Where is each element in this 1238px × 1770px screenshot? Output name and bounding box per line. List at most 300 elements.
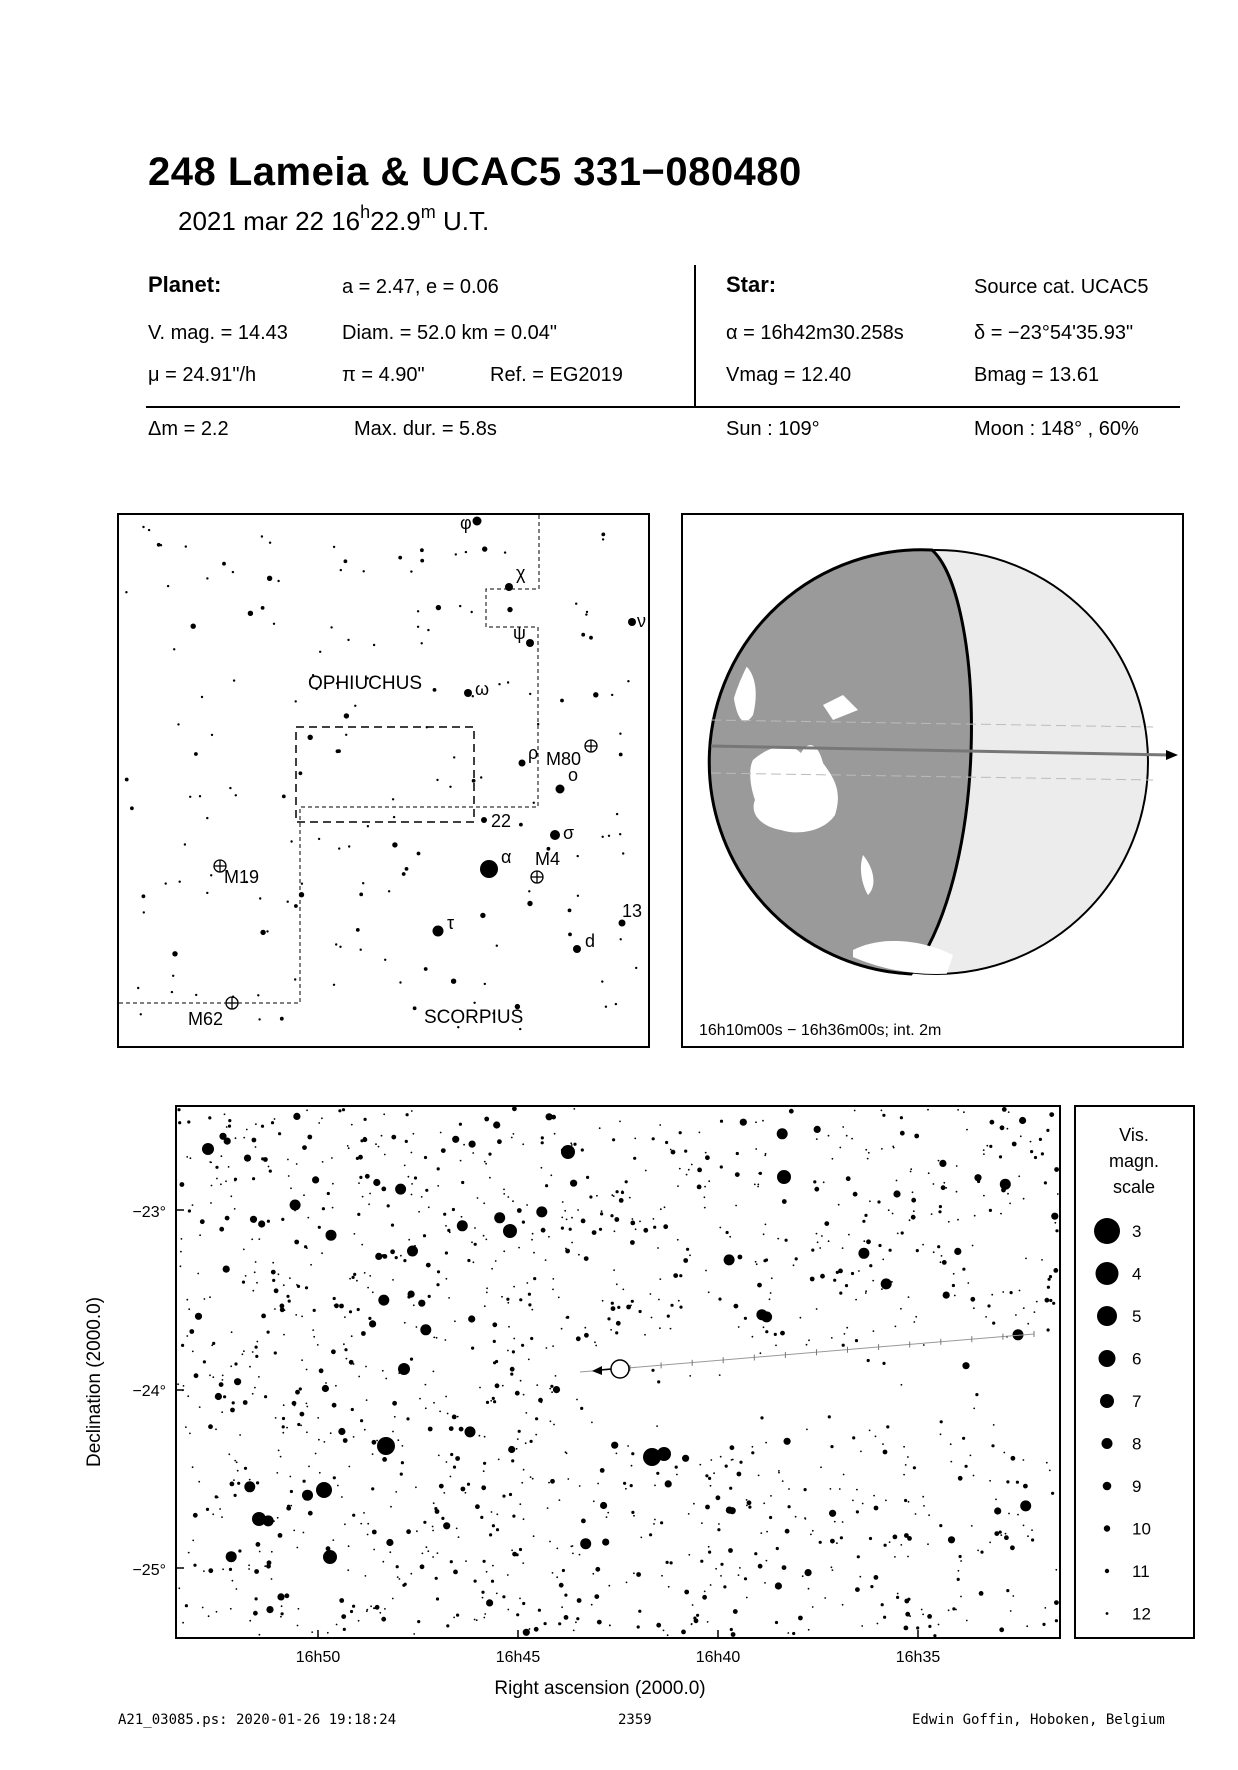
chart-star (249, 1479, 251, 1481)
label-sigma: σ (563, 823, 575, 843)
star-header: Star: (726, 272, 777, 297)
chart-star (904, 1599, 909, 1604)
chart-star (341, 1496, 343, 1498)
chart-star (757, 1283, 762, 1288)
chart-star (189, 1433, 191, 1435)
chart-star (623, 1482, 626, 1485)
finder-star (345, 734, 347, 736)
chart-star (483, 1462, 486, 1465)
chart-star (459, 1123, 462, 1126)
chart-star (206, 1508, 209, 1511)
finder-star (602, 538, 604, 540)
chart-star (983, 1149, 985, 1151)
chart-star (198, 1481, 200, 1483)
chart-star (453, 1617, 455, 1619)
chart-star (510, 1367, 515, 1372)
chart-star (1012, 1595, 1014, 1597)
chart-star (259, 1551, 261, 1553)
chart-star (474, 1580, 477, 1583)
chart-star (484, 1161, 486, 1163)
chart-star (858, 1270, 860, 1272)
chart-star (989, 1145, 992, 1148)
chart-star (943, 1182, 945, 1184)
chart-star (814, 1187, 819, 1192)
chart-star (465, 1492, 467, 1494)
chart-star (760, 1532, 762, 1534)
chart-star (204, 1298, 206, 1300)
chart-star (649, 1533, 652, 1536)
chart-star (821, 1235, 823, 1237)
chart-star (851, 1138, 853, 1140)
chart-star (234, 1494, 237, 1497)
chart-star (319, 1368, 324, 1373)
chart-star (192, 1540, 194, 1542)
chart-star (443, 1522, 450, 1529)
chart-star (586, 1176, 589, 1179)
chart-star (823, 1181, 825, 1183)
chart-star (347, 1145, 349, 1147)
chart-star (576, 1617, 579, 1620)
finder-star (601, 533, 605, 537)
chart-star (303, 1480, 306, 1483)
chart-star (332, 1539, 334, 1541)
chart-star (770, 1495, 772, 1497)
finder-star (611, 694, 613, 696)
chart-star (848, 1234, 850, 1236)
chart-star (991, 1294, 993, 1296)
finder-star (417, 852, 421, 856)
chart-star (746, 1505, 748, 1507)
chart-star (507, 1196, 509, 1198)
finder-star (472, 695, 474, 697)
chart-star (238, 1549, 241, 1552)
chart-star (677, 1239, 679, 1241)
chart-star (570, 1180, 577, 1187)
chart-star (678, 1300, 680, 1302)
chart-star (677, 1185, 679, 1187)
chart-star (267, 1560, 272, 1565)
finder-star (260, 930, 265, 935)
chart-star (290, 1187, 292, 1189)
finder-star (433, 688, 437, 692)
chart-star (255, 1355, 258, 1358)
chart-star (486, 1599, 493, 1606)
chart-star (933, 1251, 935, 1253)
chart-star (358, 1182, 360, 1184)
chart-star (948, 1609, 950, 1611)
chart-star (987, 1304, 990, 1307)
planet-mu: μ = 24.91"/h (148, 364, 257, 386)
chart-star (607, 1512, 609, 1514)
chart-star (404, 1322, 406, 1324)
chart-star (559, 1499, 561, 1501)
chart-star (212, 1342, 215, 1345)
chart-star (242, 1353, 244, 1355)
chart-star (274, 1308, 276, 1310)
chart-star (959, 1555, 962, 1558)
chart-star (306, 1406, 308, 1408)
chart-star (824, 1221, 829, 1226)
chart-star (492, 1322, 497, 1327)
chart-star (237, 1470, 239, 1472)
chart-star (1049, 1470, 1051, 1472)
chart-star (665, 1141, 668, 1144)
chart-star (810, 1277, 815, 1282)
chart-star (319, 1472, 321, 1474)
chart-star (1008, 1111, 1010, 1113)
chart-star (824, 1597, 826, 1599)
chart-star (544, 1622, 547, 1625)
chart-star (567, 1478, 569, 1480)
chart-star (465, 1426, 476, 1437)
chart-star (896, 1596, 899, 1599)
chart-star (274, 1118, 276, 1120)
chart-star (300, 1425, 302, 1427)
chart-star (507, 1609, 509, 1611)
chart-star (521, 1482, 523, 1484)
chart-star (375, 1143, 377, 1145)
chart-star (715, 1568, 717, 1570)
chart-star (708, 1551, 711, 1554)
chart-star (282, 1432, 284, 1434)
chart-star (351, 1124, 353, 1126)
chart-star (272, 1279, 275, 1282)
chart-star (219, 1133, 226, 1140)
finder-star (560, 699, 564, 703)
chart-star (426, 1263, 431, 1268)
chart-star (384, 1154, 386, 1156)
chart-star (503, 1193, 505, 1195)
star-chi (505, 583, 513, 591)
chart-star (385, 1378, 387, 1380)
chart-star (554, 1133, 556, 1135)
chart-star (708, 1477, 711, 1480)
chart-star (303, 1194, 305, 1196)
chart-star (331, 1349, 336, 1354)
chart-star (1048, 1278, 1051, 1281)
star-omega (464, 689, 472, 697)
chart-star (659, 1327, 661, 1329)
chart-star (661, 1575, 663, 1577)
chart-star (589, 1195, 592, 1198)
chart-star (900, 1544, 902, 1546)
finder-star (529, 693, 531, 695)
chart-star (584, 1256, 589, 1261)
chart-star (763, 1233, 765, 1235)
chart-star (255, 1146, 257, 1148)
finder-star (184, 843, 186, 845)
chart-star (892, 1213, 894, 1215)
chart-star (513, 1133, 515, 1135)
finder-star (519, 1028, 521, 1030)
chart-star (631, 1511, 634, 1514)
finder-star (232, 571, 234, 573)
chart-star (573, 1108, 575, 1110)
label-nu: ν (637, 611, 646, 631)
chart-star (1044, 1181, 1047, 1184)
finder-star (453, 756, 455, 758)
x-axis-label: Right ascension (2000.0) (494, 1678, 706, 1699)
chart-star (515, 1391, 520, 1396)
chart-star (267, 1331, 270, 1334)
finder-star (519, 823, 523, 827)
chart-star (271, 1578, 273, 1580)
finder-star (507, 681, 509, 683)
chart-star (627, 1445, 629, 1447)
chart-star (255, 1346, 258, 1349)
chart-star (488, 1153, 491, 1156)
finder-star (392, 798, 394, 800)
finder-star (420, 548, 424, 552)
chart-star (688, 1513, 690, 1515)
chart-star (1051, 1213, 1058, 1220)
chart-star (910, 1168, 912, 1170)
chart-star (728, 1548, 733, 1553)
finder-star (393, 816, 395, 818)
chart-star (927, 1543, 929, 1545)
chart-star (973, 1408, 975, 1410)
chart-star (1023, 1198, 1025, 1200)
chart-star (255, 1123, 257, 1125)
chart-star (1053, 1268, 1058, 1273)
chart-star (300, 1412, 305, 1417)
chart-star (970, 1297, 975, 1302)
chart-star (657, 1247, 659, 1249)
chart-star (802, 1575, 804, 1577)
chart-star (416, 1530, 418, 1532)
chart-star (1000, 1213, 1002, 1215)
chart-star (322, 1385, 329, 1392)
chart-star (283, 1404, 285, 1406)
chart-star (433, 1371, 435, 1373)
chart-star (432, 1530, 434, 1532)
chart-star (552, 1345, 554, 1347)
finder-chart (117, 513, 650, 1048)
finder-stars (125, 526, 638, 1031)
footer-author: Edwin Goffin, Hoboken, Belgium (912, 1712, 1165, 1728)
chart-star (281, 1612, 284, 1615)
chart-star (699, 1464, 701, 1466)
constellation-boundary (119, 515, 539, 1003)
chart-star (754, 1184, 756, 1186)
globe-caption: 16h10m00s − 16h36m00s; int. 2m (699, 1022, 942, 1039)
chart-star (710, 1485, 712, 1487)
chart-star (526, 1204, 528, 1206)
chart-star (525, 1412, 527, 1414)
finder-star (360, 949, 362, 951)
chart-star (800, 1317, 802, 1319)
chart-star (400, 1255, 402, 1257)
chart-star (952, 1607, 955, 1610)
chart-star (330, 1432, 332, 1434)
chart-star (1015, 1314, 1017, 1316)
chart-star (433, 1502, 435, 1504)
finder-star (160, 544, 162, 546)
finder-star (280, 1017, 284, 1021)
chart-star (453, 1466, 456, 1469)
chart-star (1054, 1222, 1056, 1224)
chart-star (619, 1121, 621, 1123)
finder-star (359, 893, 363, 897)
chart-star (882, 1259, 884, 1261)
chart-star (343, 1628, 346, 1631)
chart-star (293, 1113, 300, 1120)
chart-star (671, 1150, 676, 1155)
chart-star (512, 1350, 515, 1353)
chart-star (454, 1320, 456, 1322)
chart-star (333, 1297, 336, 1300)
chart-star (873, 1330, 875, 1332)
chart-star (516, 1613, 519, 1616)
chart-star (496, 1528, 499, 1531)
chart-star (909, 1615, 911, 1617)
chart-star (928, 1514, 930, 1516)
finder-star (410, 570, 412, 572)
chart-star (615, 1331, 618, 1334)
chart-star (427, 1550, 429, 1552)
chart-star (922, 1614, 924, 1616)
finder-star (363, 570, 365, 572)
chart-star (306, 1109, 308, 1111)
chart-star (927, 1614, 932, 1619)
chart-star (395, 1491, 397, 1493)
chart-star (1049, 1275, 1052, 1278)
chart-star (522, 1562, 524, 1564)
chart-star (408, 1239, 410, 1241)
chart-star (602, 1300, 604, 1302)
chart-star (832, 1158, 834, 1160)
chart-star (391, 1224, 394, 1227)
chart-star (939, 1524, 942, 1527)
chart-star (650, 1293, 652, 1295)
chart-star (371, 1487, 374, 1490)
chart-star (933, 1634, 936, 1637)
chart-star (278, 1450, 280, 1452)
finder-star (459, 605, 461, 607)
chart-star (874, 1506, 879, 1511)
legend-mag-dot (1103, 1482, 1112, 1491)
finder-star (593, 692, 598, 697)
chart-star (446, 1461, 448, 1463)
legend-mag-label: 11 (1132, 1562, 1150, 1581)
chart-star (490, 1400, 492, 1402)
chart-star (1027, 1323, 1029, 1325)
chart-star (610, 1214, 613, 1217)
chart-star (347, 1569, 349, 1571)
chart-star (609, 1625, 611, 1627)
chart-star (828, 1135, 830, 1137)
chart-star (764, 1582, 766, 1584)
chart-star (572, 1545, 574, 1547)
chart-star (395, 1256, 398, 1259)
chart-star (720, 1575, 722, 1577)
chart-star (836, 1542, 838, 1544)
finder-star (354, 705, 356, 707)
finder-star (449, 786, 451, 788)
chart-star (548, 1482, 550, 1484)
chart-star (188, 1209, 191, 1212)
chart-star (1007, 1128, 1009, 1130)
finder-star (537, 723, 539, 725)
chart-star (239, 1434, 241, 1436)
chart-star (1010, 1291, 1013, 1294)
chart-star (561, 1328, 563, 1330)
chart-star (226, 1126, 228, 1128)
chart-star (373, 1549, 375, 1551)
chart-star (626, 1305, 631, 1310)
chart-star (854, 1110, 856, 1112)
planet-parallax: π = 4.90" (342, 364, 425, 386)
chart-star (392, 1279, 394, 1281)
finder-star (480, 913, 485, 918)
chart-star (614, 1230, 616, 1232)
chart-star (861, 1625, 863, 1627)
chart-star (654, 1519, 656, 1521)
chart-star (420, 1324, 431, 1335)
chart-star (1055, 1619, 1058, 1622)
chart-star (234, 1362, 237, 1365)
chart-star (713, 1472, 715, 1474)
chart-star (966, 1620, 968, 1622)
bright-star (503, 1224, 517, 1238)
finder-star (189, 796, 191, 798)
star-sigma (550, 830, 560, 840)
chart-star (881, 1288, 883, 1290)
chart-star (406, 1529, 411, 1534)
chart-star (178, 1587, 180, 1589)
chart-star (832, 1569, 834, 1571)
chart-star (341, 1614, 346, 1619)
chart-star (673, 1273, 678, 1278)
chart-star (437, 1185, 439, 1187)
label-13: 13 (622, 901, 643, 921)
finder-star (339, 946, 341, 948)
chart-star (538, 1609, 541, 1612)
chart-star (192, 1351, 194, 1353)
chart-star (859, 1576, 861, 1578)
chart-star (294, 1240, 299, 1245)
finder-star (259, 897, 261, 899)
chart-star (769, 1516, 772, 1519)
chart-star (212, 1376, 214, 1378)
chart-star (532, 1478, 534, 1480)
chart-star (720, 1563, 723, 1566)
chart-star (882, 1114, 885, 1117)
finder-star (301, 883, 303, 885)
chart-star (472, 1152, 474, 1154)
chart-star (460, 1160, 462, 1162)
chart-star (381, 1135, 383, 1137)
chart-star (517, 1208, 522, 1213)
chart-star (516, 1553, 519, 1556)
finder-star (171, 991, 173, 993)
chart-star (441, 1517, 444, 1520)
chart-star (973, 1307, 975, 1309)
finder-star (195, 994, 197, 996)
chart-star (1019, 1290, 1021, 1292)
chart-star (552, 1278, 554, 1280)
chart-star (950, 1461, 952, 1463)
bright-star (316, 1482, 332, 1498)
chart-star (186, 1335, 188, 1337)
legend-mag-label: 6 (1132, 1349, 1142, 1369)
chart-star (600, 1212, 603, 1215)
chart-star (566, 1316, 569, 1319)
chart-star (653, 1226, 656, 1229)
chart-star (387, 1204, 390, 1207)
chart-star (552, 1289, 554, 1291)
chart-star (244, 1481, 255, 1492)
